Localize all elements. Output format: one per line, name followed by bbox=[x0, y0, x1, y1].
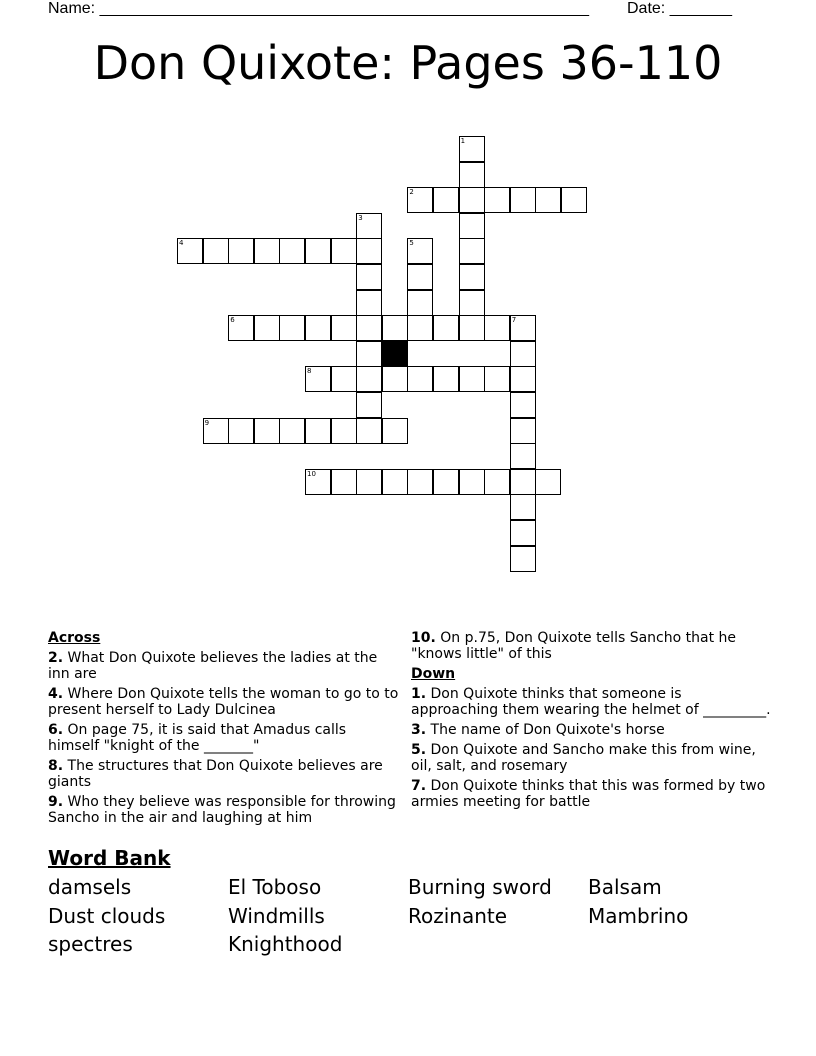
clue-down-1: 1. Don Quixote thinks that someone is approaching them wearing the helmet of _________. bbox=[411, 686, 771, 718]
word-bank-item: Balsam bbox=[588, 875, 662, 899]
word-bank-item: Mambrino bbox=[588, 904, 689, 928]
crossword-cell[interactable] bbox=[510, 392, 536, 418]
crossword-cell[interactable] bbox=[459, 264, 485, 290]
crossword-cell[interactable] bbox=[382, 315, 408, 341]
name-field[interactable]: Name: _______________________________________________________ bbox=[48, 0, 589, 17]
clue-across-9: 9. Who they believe was responsible for throwing Sancho in the air and laughing at him bbox=[48, 794, 396, 826]
word-bank-item: spectres bbox=[48, 932, 133, 956]
crossword-cell[interactable] bbox=[305, 238, 331, 264]
down-heading: Down bbox=[411, 666, 456, 682]
crossword-cell[interactable] bbox=[279, 238, 305, 264]
crossword-cell[interactable] bbox=[407, 366, 433, 392]
crossword-cell[interactable] bbox=[382, 469, 408, 495]
crossword-cell[interactable] bbox=[356, 469, 382, 495]
clue-number: 1 bbox=[460, 137, 466, 145]
crossword-cell[interactable] bbox=[356, 264, 382, 290]
clue-number: 5 bbox=[409, 239, 414, 248]
crossword-cell[interactable] bbox=[510, 187, 536, 213]
clue-down-7: 7. Don Quixote thinks that this was formed by two armies meeting for battle bbox=[411, 778, 766, 810]
clue-number: 2 bbox=[409, 188, 414, 197]
clue-across-10: 10. On p.75, Don Quixote tells Sancho that he "knows little" of this bbox=[411, 630, 737, 662]
crossword-cell[interactable] bbox=[356, 290, 382, 316]
word-bank-item: damsels bbox=[48, 875, 132, 899]
crossword-cell[interactable] bbox=[535, 469, 561, 495]
crossword-cell[interactable] bbox=[177, 238, 203, 264]
clue-across-2: 2. What Don Quixote believes the ladies at the inn are bbox=[48, 650, 378, 682]
crossword-cell[interactable] bbox=[407, 469, 433, 495]
crossword-cell[interactable] bbox=[459, 213, 485, 239]
crossword-cell[interactable] bbox=[305, 366, 331, 392]
crossword-cell[interactable] bbox=[356, 315, 382, 341]
crossword-cell[interactable] bbox=[407, 264, 433, 290]
clue-down-5: 5. Don Quixote and Sancho make this from wine, oil, salt, and rosemary bbox=[411, 742, 756, 774]
crossword-cell[interactable] bbox=[228, 238, 254, 264]
crossword-cell[interactable] bbox=[356, 418, 382, 444]
across-heading: Across bbox=[48, 630, 101, 646]
crossword-cell[interactable] bbox=[484, 187, 510, 213]
crossword-cell[interactable] bbox=[484, 366, 510, 392]
crossword-cell[interactable] bbox=[510, 520, 536, 546]
crossword-cell[interactable] bbox=[459, 366, 485, 392]
clue-across-8: 8. The structures that Don Quixote believes are giants bbox=[48, 758, 383, 790]
crossword-cell[interactable] bbox=[407, 187, 433, 213]
crossword-cell[interactable] bbox=[510, 341, 536, 367]
crossword-cell[interactable] bbox=[356, 392, 382, 418]
crossword-cell[interactable] bbox=[510, 546, 536, 572]
crossword-cell[interactable] bbox=[484, 469, 510, 495]
clue-number: 10 bbox=[307, 469, 316, 478]
crossword-cell[interactable] bbox=[305, 469, 331, 495]
word-bank-item: Windmills bbox=[228, 904, 325, 928]
crossword-cell[interactable] bbox=[331, 315, 357, 341]
crossword-cell[interactable] bbox=[331, 366, 357, 392]
crossword-cell[interactable] bbox=[459, 469, 485, 495]
crossword-cell[interactable] bbox=[561, 187, 587, 213]
crossword-cell[interactable] bbox=[459, 290, 485, 316]
crossword-cell[interactable] bbox=[407, 290, 433, 316]
crossword-cell[interactable] bbox=[331, 469, 357, 495]
crossword-cell[interactable] bbox=[356, 238, 382, 264]
crossword-cell[interactable] bbox=[433, 315, 459, 341]
word-bank-item: Dust clouds bbox=[48, 904, 166, 928]
crossword-cell[interactable] bbox=[433, 366, 459, 392]
word-bank-item: Knighthood bbox=[228, 932, 343, 956]
clues-column-left bbox=[48, 630, 400, 830]
crossword-cell[interactable] bbox=[356, 366, 382, 392]
crossword-cell[interactable] bbox=[228, 418, 254, 444]
crossword-cell[interactable] bbox=[254, 315, 280, 341]
crossword-cell[interactable] bbox=[279, 418, 305, 444]
crossword-cell[interactable] bbox=[407, 315, 433, 341]
crossword-cell[interactable] bbox=[203, 418, 229, 444]
crossword-cell[interactable] bbox=[510, 469, 536, 495]
crossword-cell[interactable] bbox=[459, 315, 485, 341]
crossword-cell[interactable] bbox=[331, 418, 357, 444]
crossword-cell[interactable] bbox=[203, 238, 229, 264]
crossword-cell[interactable] bbox=[382, 366, 408, 392]
crossword-cell[interactable] bbox=[279, 315, 305, 341]
word-bank-title: Word Bank bbox=[48, 846, 171, 870]
crossword-cell[interactable] bbox=[510, 366, 536, 392]
crossword-cell[interactable] bbox=[535, 187, 561, 213]
crossword-cell[interactable] bbox=[356, 213, 382, 239]
crossword-cell[interactable] bbox=[254, 238, 280, 264]
clue-number: 8 bbox=[307, 367, 312, 376]
crossword-cell[interactable] bbox=[433, 187, 459, 213]
crossword-cell[interactable] bbox=[510, 494, 536, 520]
word-bank-item: Burning sword bbox=[408, 875, 552, 899]
crossword-cell[interactable] bbox=[228, 315, 254, 341]
crossword-cell[interactable] bbox=[459, 136, 485, 162]
crossword-cell[interactable] bbox=[356, 341, 382, 367]
crossword-cell[interactable] bbox=[407, 238, 433, 264]
clue-across-4: 4. Where Don Quixote tells the woman to go to to present herself to Lady Dulcinea bbox=[48, 686, 399, 718]
clue-across-6: 6. On page 75, it is said that Amadus calls himself "knight of the _______" bbox=[48, 722, 347, 754]
crossword-cell[interactable] bbox=[510, 443, 536, 469]
clue-number: 4 bbox=[179, 239, 184, 248]
date-field[interactable]: Date: _______ bbox=[627, 0, 732, 17]
crossword-cell[interactable] bbox=[382, 418, 408, 444]
clue-down-3: 3. The name of Don Quixote's horse bbox=[411, 722, 665, 738]
word-bank-item: Rozinante bbox=[408, 904, 508, 928]
crossword-black-cell bbox=[382, 341, 408, 367]
clues-column-right bbox=[411, 630, 771, 814]
crossword-cell[interactable] bbox=[305, 418, 331, 444]
word-bank-item: El Toboso bbox=[228, 875, 322, 899]
crossword-cell[interactable] bbox=[459, 162, 485, 188]
clue-number: 9 bbox=[204, 418, 210, 427]
crossword-cell[interactable] bbox=[459, 187, 485, 213]
crossword-cell[interactable] bbox=[254, 418, 280, 444]
crossword-cell[interactable] bbox=[331, 238, 357, 264]
page-title: Don Quixote: Pages 36-110 bbox=[93, 36, 723, 90]
crossword-cell[interactable] bbox=[510, 418, 536, 444]
crossword-cell[interactable] bbox=[305, 315, 331, 341]
clue-number: 6 bbox=[230, 316, 235, 325]
clue-number: 3 bbox=[358, 213, 363, 222]
crossword-cell[interactable] bbox=[433, 469, 459, 495]
crossword-cell[interactable] bbox=[459, 238, 485, 264]
crossword-cell[interactable] bbox=[484, 315, 510, 341]
crossword-cell[interactable] bbox=[510, 315, 536, 341]
clue-number: 7 bbox=[511, 316, 517, 325]
